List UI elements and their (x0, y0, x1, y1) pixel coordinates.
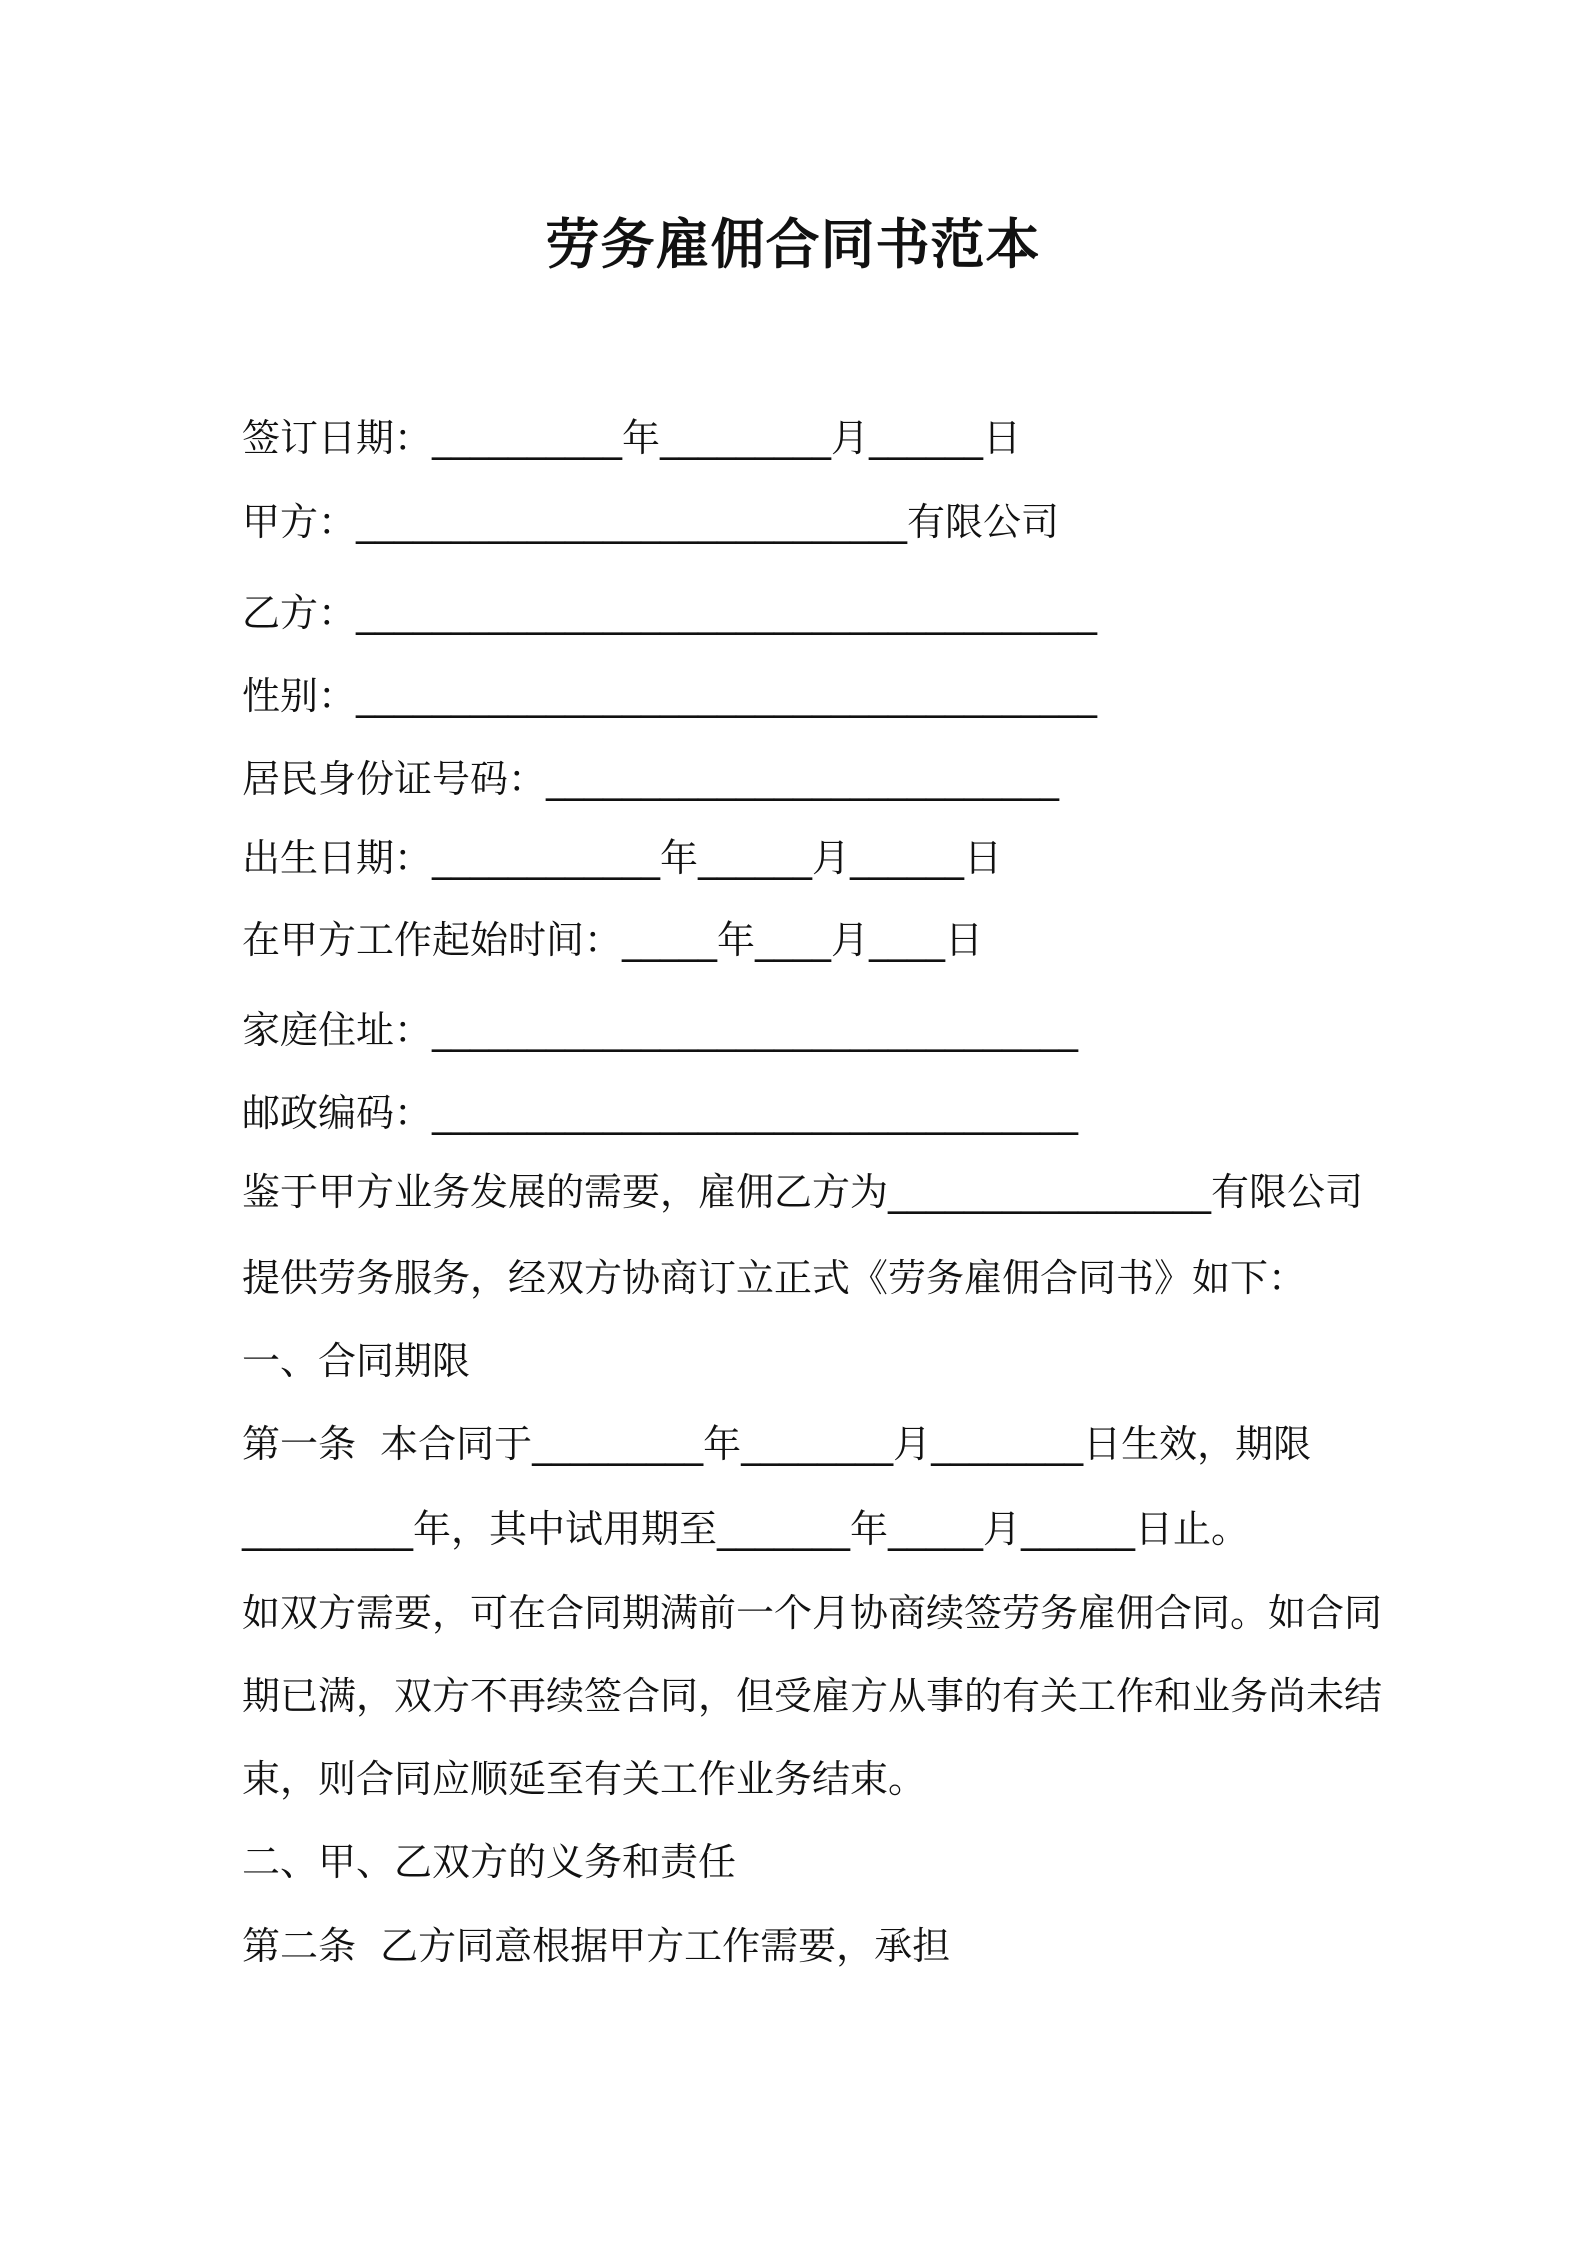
signing-date-line: 签订日期：__________年_________月______日 (242, 416, 1022, 460)
paragraph-line: 如双方需要，可在合同期满前一个月协商续签劳务雇佣合同。如合同 (242, 1591, 1383, 1635)
gender-line: 性别：_______________________________________ (242, 674, 1098, 718)
section-heading: 二、甲、乙双方的义务和责任 (242, 1840, 737, 1884)
work-start-line: 在甲方工作起始时间：_____年____月____日 (242, 918, 984, 962)
paragraph-line: 期已满，双方不再续签合同，但受雇方从事的有关工作和业务尚未结 (242, 1674, 1383, 1718)
document-title: 劳务雇佣合同书范本 (545, 213, 1041, 276)
paragraph-line: 束，则合同应顺延至有关工作业务结束。 (242, 1757, 927, 1801)
paragraph-line: 鉴于甲方业务发展的需要，雇佣乙方为_________________有限公司 (242, 1170, 1364, 1214)
postal-code-line: 邮政编码：__________________________________ (242, 1091, 1079, 1135)
party-a-line: 甲方：_____________________________有限公司 (242, 500, 1060, 544)
article-line: 第二条 乙方同意根据甲方工作需要，承担 (242, 1924, 951, 1968)
home-address-line: 家庭住址：__________________________________ (242, 1008, 1079, 1052)
article-line: 第一条 本合同于_________年________月________日生效，期限 (242, 1422, 1312, 1466)
id-number-line: 居民身份证号码：___________________________ (242, 757, 1060, 801)
article-line: _________年，其中试用期至_______年_____月______日止。 (242, 1507, 1250, 1551)
section-heading: 一、合同期限 (242, 1339, 471, 1383)
paragraph-line: 提供劳务服务，经双方协商订立正式《劳务雇佣合同书》如下： (242, 1256, 1307, 1300)
birth-date-line: 出生日期：____________年______月______日 (242, 836, 1003, 880)
party-b-line: 乙方：_______________________________________ (242, 591, 1098, 635)
